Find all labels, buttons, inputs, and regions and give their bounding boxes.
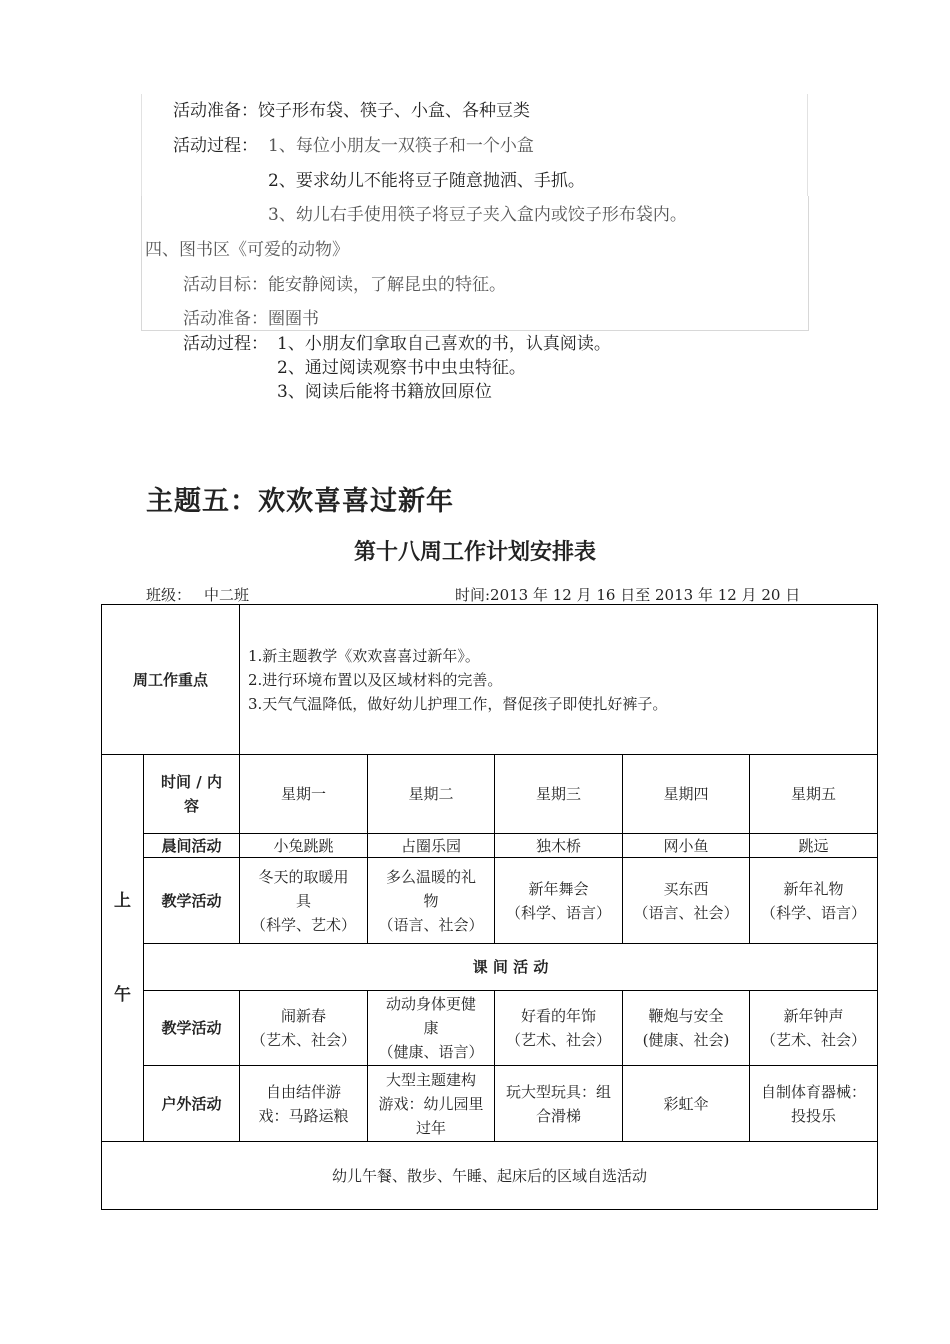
focus-item: 2.进行环境布置以及区域材料的完善。 (248, 670, 503, 689)
table-cell: 新年礼物 （科学、语言） (750, 858, 878, 944)
section-4-step-3: 3、阅读后能将书籍放回原位 (277, 382, 492, 402)
table-cell: 网小鱼 (623, 834, 750, 858)
day-friday: 星期五 (750, 755, 878, 834)
focus-label: 周工作重点 (102, 605, 240, 755)
activity-process-label: 活动过程： (173, 136, 258, 156)
teaching-activity-label: 教学活动 (144, 858, 240, 944)
section-4-goal: 活动目标：能安静阅读，了解昆虫的特征。 (183, 275, 506, 295)
morning-activity-label: 晨间活动 (144, 834, 240, 858)
morning-label (102, 755, 144, 1142)
table-cell: 买东西 （语言、社会） (623, 858, 750, 944)
section-4-title: 四、图书区《可爱的动物》 (145, 240, 349, 260)
table-cell: 独木桥 (495, 834, 623, 858)
table-cell: 好看的年饰 （艺术、社会） (495, 991, 623, 1066)
table-cell: 跳远 (750, 834, 878, 858)
plan-title: 第十八周工作计划安排表 (353, 540, 596, 565)
text-box-left-border (141, 94, 142, 196)
table-cell: 玩大型玩具：组 合滑梯 (495, 1066, 623, 1142)
section-4-process-label: 活动过程： (183, 334, 268, 354)
section-4-step-1: 1、小朋友们拿取自己喜欢的书，认真阅读。 (277, 334, 611, 354)
table-cell: 大型主题建构 游戏：幼儿园里 过年 (368, 1066, 495, 1142)
table-cell: 小兔跳跳 (240, 834, 368, 858)
table-cell: 自制体育器械： 投投乐 (750, 1066, 878, 1142)
table-cell: 彩虹伞 (623, 1066, 750, 1142)
class-label: 班级： (146, 586, 192, 604)
activity-prep-line: 活动准备：饺子形布袋、筷子、小盒、各种豆类 (173, 101, 530, 121)
day-thursday: 星期四 (623, 755, 750, 834)
table-cell: 多么温暖的礼 物 （语言、社会） (368, 858, 495, 944)
time-range: 时间:2013 年 12 月 16 日至 2013 年 12 月 20 日 (455, 586, 801, 604)
section-4-step-2: 2、通过阅读观察书中虫虫特征。 (277, 358, 526, 378)
process-step-1: 1、每位小朋友一双筷子和一个小盒 (268, 136, 534, 156)
table-cell: 鞭炮与安全 (健康、社会) (623, 991, 750, 1066)
table-cell: 闹新春 （艺术、社会） (240, 991, 368, 1066)
table-cell: 新年钟声 （艺术、社会） (750, 991, 878, 1066)
header-time-content: 时间 / 内 容 (144, 755, 240, 834)
teaching-activity-label-2: 教学活动 (144, 991, 240, 1066)
text-box-right-border (807, 94, 808, 196)
table-cell: 新年舞会 （科学、语言） (495, 858, 623, 944)
focus-item: 1.新主题教学《欢欢喜喜过新年》。 (248, 646, 480, 665)
table-cell: 动动身体更健 康 （健康、语言） (368, 991, 495, 1066)
section-4-prep: 活动准备：圈圈书 (183, 309, 319, 329)
afternoon-row: 幼儿午餐、散步、午睡、起床后的区域自选活动 (102, 1142, 878, 1210)
table-cell: 占圈乐园 (368, 834, 495, 858)
day-tuesday: 星期二 (368, 755, 495, 834)
focus-content (240, 605, 878, 755)
outdoor-activity-label: 户外活动 (144, 1066, 240, 1142)
table-cell: 冬天的取暖用 具 （科学、艺术） (240, 858, 368, 944)
class-value: 中二班 (204, 586, 250, 604)
break-activity-row: 课 间 活 动 (144, 944, 878, 991)
process-step-2: 2、要求幼儿不能将豆子随意抛洒、手抓。 (268, 171, 585, 191)
theme-heading: 主题五：欢欢喜喜过新年 (146, 486, 454, 517)
morning-char: 上 (114, 891, 131, 911)
morning-char: 午 (114, 985, 131, 1005)
day-monday: 星期一 (240, 755, 368, 834)
focus-item: 3.天气气温降低，做好幼儿护理工作，督促孩子即使扎好裤子。 (248, 694, 668, 713)
day-wednesday: 星期三 (495, 755, 623, 834)
table-cell: 自由结伴游 戏：马路运粮 (240, 1066, 368, 1142)
process-step-3: 3、幼儿右手使用筷子将豆子夹入盒内或饺子形布袋内。 (268, 205, 687, 225)
weekly-plan-table (101, 604, 878, 1210)
